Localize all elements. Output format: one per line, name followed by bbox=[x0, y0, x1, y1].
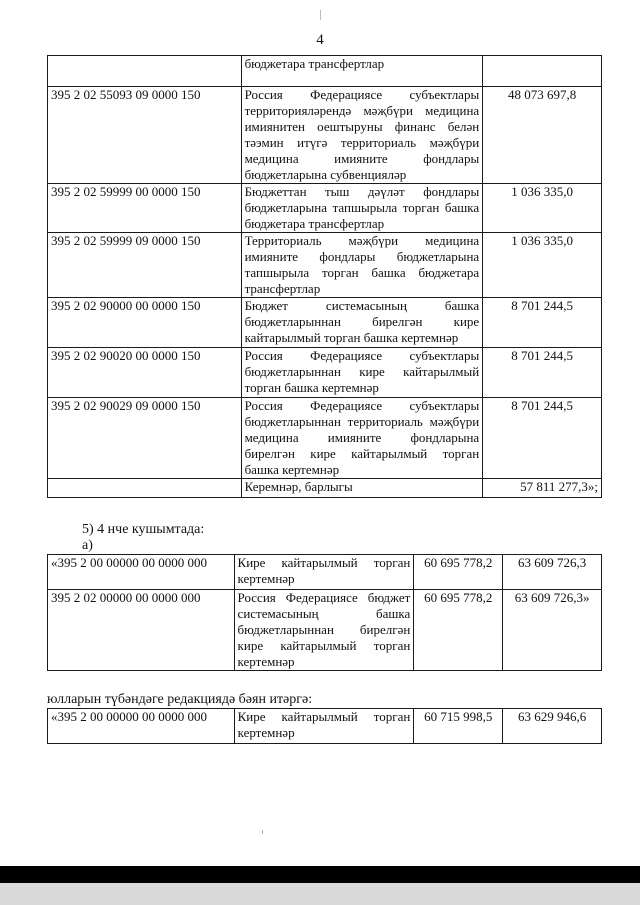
budget-code-cell: 395 2 02 59999 09 0000 150 bbox=[48, 233, 242, 298]
table-row bbox=[48, 87, 602, 184]
description-cell: Россия Федерациясе субъектлары территорияләрендә мәҗбүри медицина имиянитен оештыруны финанс белән тәэмин итүгә территориаль мәҗбүри медицина имияните фондлары бюджетларына субвенцияләр bbox=[241, 87, 483, 184]
table-row bbox=[48, 233, 602, 298]
budget-code-cell: 395 2 02 90020 00 0000 150 bbox=[48, 348, 242, 398]
description-cell: бюджетара трансфертлар bbox=[241, 56, 483, 87]
budget-code-cell: 395 2 02 90000 00 0000 150 bbox=[48, 298, 242, 348]
item-5-heading: 5) 4 нче кушымтада: bbox=[82, 522, 205, 537]
scan-speck bbox=[262, 830, 263, 834]
subitem-a-label: а) bbox=[82, 538, 93, 553]
table-row bbox=[48, 590, 602, 671]
amount-cell: 8 701 244,5 bbox=[483, 398, 602, 479]
amount-cell: 1 036 335,0 bbox=[483, 233, 602, 298]
appendix-4-current-table bbox=[47, 554, 602, 671]
amount-cell: 48 073 697,8 bbox=[483, 87, 602, 184]
description-cell: Россия Федерациясе субъектлары бюджетларыннан территориаль мәҗбүри медицина имияните фондларына бирелгән кире кайтарылмый торган башка кертемнәр bbox=[241, 398, 483, 479]
description-cell: Кире кайтарылмый торган кертемнәр bbox=[234, 555, 414, 590]
amount-year2-cell: 63 629 946,6 bbox=[503, 709, 602, 744]
amendment-intro-text: юлларын түбәндәге редакциядә бәян итәргә: bbox=[47, 692, 313, 707]
total-label-cell: Керемнәр, барлыгы bbox=[241, 479, 483, 498]
amount-year1-cell: 60 695 778,2 bbox=[414, 590, 503, 671]
scan-mark bbox=[320, 10, 321, 20]
appendix-4-new-table bbox=[47, 708, 602, 744]
amount-cell: 8 701 244,5 bbox=[483, 298, 602, 348]
table-row bbox=[48, 56, 602, 87]
budget-code-cell: 395 2 02 00000 00 0000 000 bbox=[48, 590, 235, 671]
amount-year2-cell: 63 609 726,3 bbox=[503, 555, 602, 590]
table-row bbox=[48, 398, 602, 479]
description-cell: Кире кайтарылмый торган кертемнәр bbox=[234, 709, 414, 744]
description-cell: Бюджеттан тыш дәүләт фондлары бюджетларына тапшырыла торган башка бюджетара трансфертлар bbox=[241, 184, 483, 233]
budget-code-cell: «395 2 00 00000 00 0000 000 bbox=[48, 555, 235, 590]
table-row bbox=[48, 555, 602, 590]
table-row bbox=[48, 348, 602, 398]
budget-code-cell: 395 2 02 90029 09 0000 150 bbox=[48, 398, 242, 479]
scan-margin bbox=[0, 883, 640, 905]
description-cell: Бюджет системасының башка бюджетларыннан бирелгән кире кайтарылмый торган башка кертемнәр bbox=[241, 298, 483, 348]
amount-cell bbox=[483, 56, 602, 87]
table-row bbox=[48, 709, 602, 744]
page-number: 4 bbox=[316, 32, 324, 48]
budget-code-cell bbox=[48, 479, 242, 498]
amount-year2-cell: 63 609 726,3» bbox=[503, 590, 602, 671]
budget-code-cell bbox=[48, 56, 242, 87]
amount-year1-cell: 60 695 778,2 bbox=[414, 555, 503, 590]
budget-code-cell: «395 2 00 00000 00 0000 000 bbox=[48, 709, 235, 744]
amount-year1-cell: 60 715 998,5 bbox=[414, 709, 503, 744]
description-cell: Россия Федерациясе бюджет системасының башка бюджетларыннан бирелгән кире кайтарылмый торган кертемнәр bbox=[234, 590, 414, 671]
total-row bbox=[48, 479, 602, 498]
amount-cell: 8 701 244,5 bbox=[483, 348, 602, 398]
revenue-table bbox=[47, 55, 602, 498]
table-row bbox=[48, 184, 602, 233]
budget-code-cell: 395 2 02 55093 09 0000 150 bbox=[48, 87, 242, 184]
table-row bbox=[48, 298, 602, 348]
total-amount-cell: 57 811 277,3»; bbox=[483, 479, 602, 498]
budget-code-cell: 395 2 02 59999 00 0000 150 bbox=[48, 184, 242, 233]
amount-cell: 1 036 335,0 bbox=[483, 184, 602, 233]
scan-edge-bar bbox=[0, 866, 640, 883]
description-cell: Россия Федерациясе субъектлары бюджетларыннан кире кайтарылмый торган башка кертемнәр bbox=[241, 348, 483, 398]
description-cell: Территориаль мәҗбүри медицина имияните фондлары бюджетларына тапшырыла торган башка бюджетара трансфертлар bbox=[241, 233, 483, 298]
